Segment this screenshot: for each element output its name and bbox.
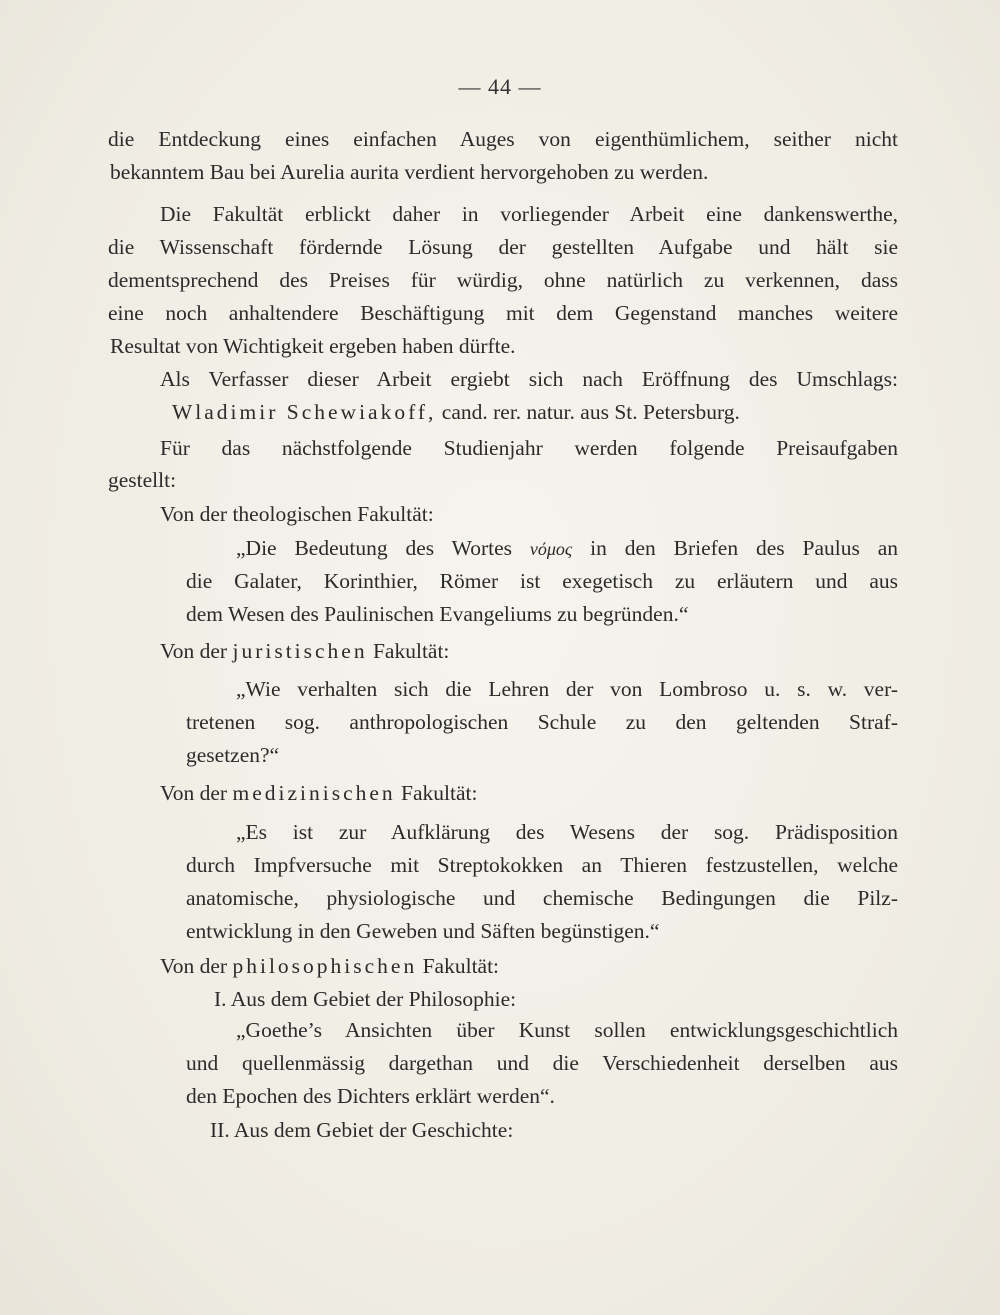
text-line: entwicklung in den Geweben und Säften begünstigen.“ — [186, 919, 660, 943]
text-line: gesetzen?“ — [186, 743, 280, 767]
faculty-heading-medicine: Von der medizinischen Fakultät: — [160, 781, 478, 805]
text-line: dementsprechend des Preises für würdig, ohne natürlich zu verkennen, dass — [108, 268, 898, 292]
text-line: gestellt: — [108, 468, 177, 492]
text-line: Die Fakultät erblickt daher in vorliegender Arbeit eine dankenswerthe, — [160, 202, 898, 226]
text-line: die Galater, Korinthier, Römer ist exegetisch zu erläutern und aus — [186, 569, 898, 593]
text-line: dem Wesen des Paulinischen Evangeliums zu begründen.“ — [186, 602, 689, 626]
quote-text: in den Briefen des Paulus an — [572, 536, 899, 560]
text-line — [236, 533, 898, 564]
author-name: Wladimir Schewiakoff, — [172, 400, 437, 424]
text-line: „Es ist zur Aufklärung des Wesens der sog. Prädisposition — [236, 820, 898, 844]
text-line: „Wie verhalten sich die Lehren der von Lombroso u. s. w. ver- — [236, 677, 898, 701]
greek-word: νόμος — [529, 539, 573, 559]
text-line: durch Impfversuche mit Streptokokken an Thieren festzustellen, welche — [186, 853, 898, 877]
faculty-heading-law: Von der juristischen Fakultät: — [160, 639, 450, 663]
text-line: anatomische, physiologische und chemische Bedingungen die Pilz- — [186, 886, 898, 910]
text-line: die Wissenschaft fördernde Lösung der gestellten Aufgabe und hält sie — [108, 235, 898, 259]
text-line: „Goethe’s Ansichten über Kunst sollen entwicklungsgeschichtlich — [236, 1018, 898, 1042]
text-line: Resultat von Wichtigkeit ergeben haben dürfte. — [110, 334, 516, 358]
page-number: — 44 — — [458, 74, 542, 99]
text-line: eine noch anhaltendere Beschäftigung mit dem Gegenstand manches weitere — [108, 301, 898, 325]
text-line: Als Verfasser dieser Arbeit ergiebt sich nach Eröffnung des Umschlags: — [160, 367, 898, 391]
quote-text: „Die Bedeutung des Wortes — [236, 536, 530, 560]
text-line: den Epochen des Dichters erklärt werden“. — [186, 1084, 555, 1108]
faculty-heading-philosophy: Von der philosophischen Fakultät: — [160, 954, 500, 978]
text-line: bekanntem Bau bei Aurelia aurita verdient hervorgehoben zu werden. — [110, 160, 709, 184]
author-details: cand. rer. natur. aus St. Petersburg. — [436, 400, 740, 424]
faculty-heading-theology: Von der theologischen Fakultät: — [160, 502, 434, 526]
author-line — [172, 397, 740, 427]
text-line: die Entdeckung eines einfachen Auges von eigenthümlichem, seither nicht — [108, 127, 898, 151]
text-line: und quellenmässig dargethan und die Verschiedenheit derselben aus — [186, 1051, 898, 1075]
section-heading-philosophy: I. Aus dem Gebiet der Philosophie: — [214, 987, 517, 1011]
text-line: Für das nächstfolgende Studienjahr werden folgende Preisaufgaben — [160, 436, 898, 460]
section-heading-history: II. Aus dem Gebiet der Geschichte: — [210, 1118, 514, 1142]
text-line: tretenen sog. anthropologischen Schule zu den geltenden Straf- — [186, 710, 898, 734]
